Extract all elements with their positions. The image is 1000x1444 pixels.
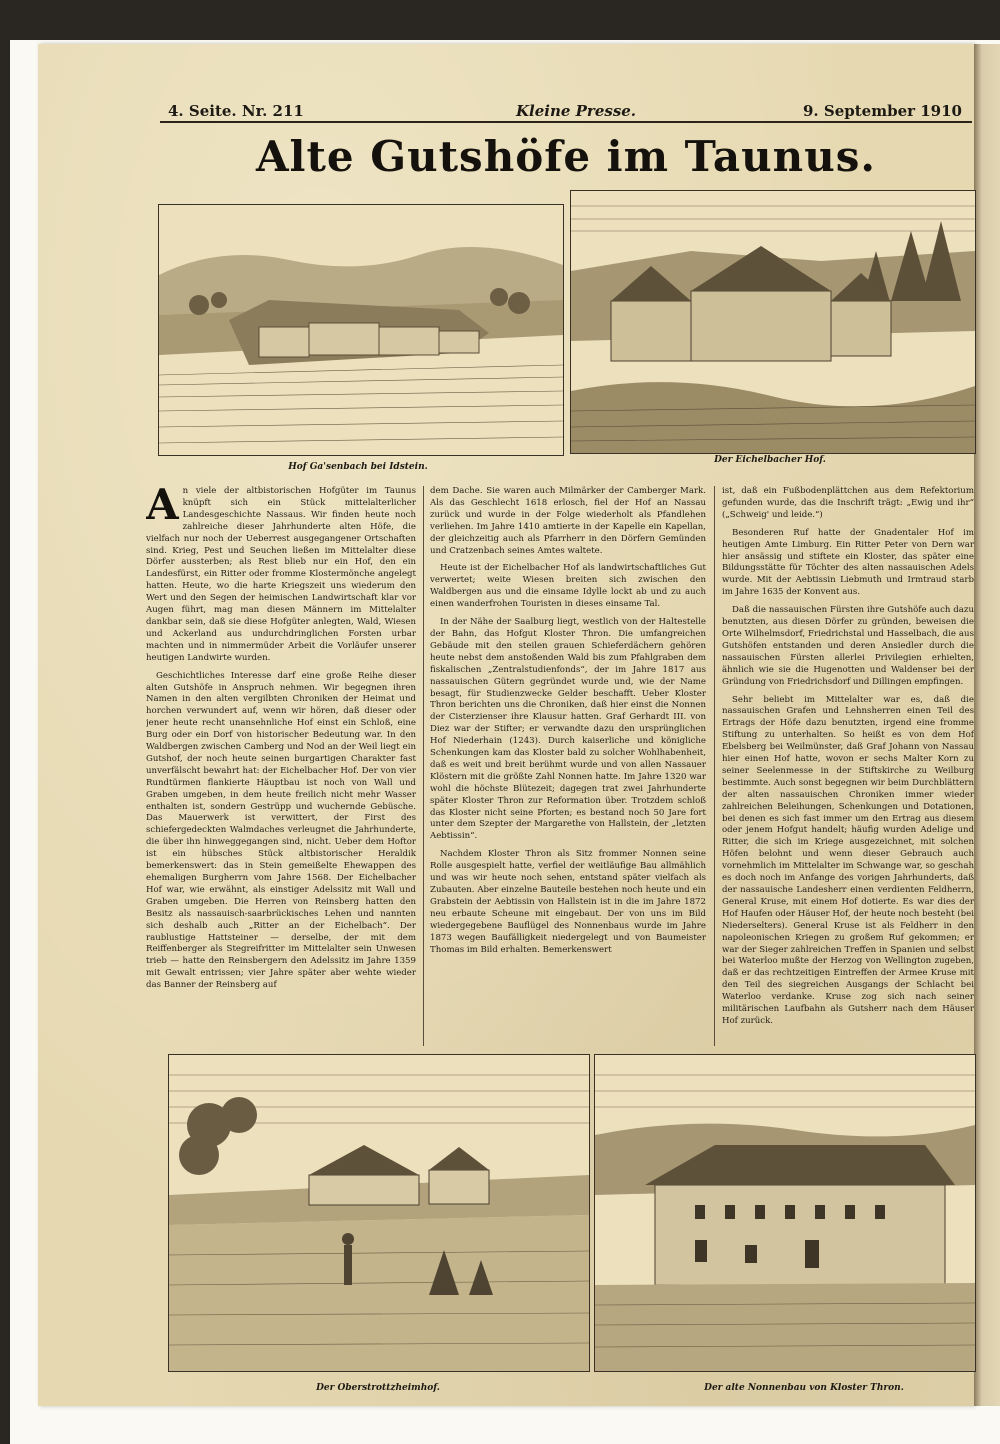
issue-date: 9. September 1910: [803, 102, 962, 120]
caption-top-right: Der Eichelbacher Hof.: [714, 455, 826, 465]
drop-cap: A: [146, 486, 179, 529]
paragraph-text: n viele der altbistorischen Hofgüter im Taunus knüpft sich ein Stück mittelalterlicher Landesgeschichte Nassaus. Wir finden heute noch zahlreiche dieser Jahrhunderte alten Höfe, die vielfach nur noch der Ueberrest ausgegangener Ortschaften sind. Krieg, Pest und Seuchen ließen im Mittelalter diese Dörfer aussterben; als Rest blieb nur ein Hof, den ein Landesfürst, ein Ritter oder fromme Klostermönche angelegt hatten. Heute, wo die harte Kriegszeit uns wiederum den Wert und den Segen der heimischen Landwirtschaft klar vor Augen führt, mag man diesen Männern im Mittelalter dankbar sein, daß sie diese Hofgüter anlegten, Wald, Wiesen und Ackerland aus undurchdringlichen Forsten urbar machten und in nimmermüder Arbeit die Vorläufer unserer heutigen Landwirte wurden.: [146, 486, 416, 663]
paragraph: ist, daß ein Fußbodenplättchen aus dem Refektorium gefunden wurde, das die Inschrift trägt: „Ewig und ihr“ („Schweig' und leide.“): [722, 486, 974, 520]
article-column-1: [146, 486, 416, 1046]
paragraph: dem Dache. Sie waren auch Milmärker der Camberger Mark. Als das Geschlecht 1618 erlosch, fiel der Hof an Nassau zurück und wurde in der Folge wiederholt als Pfandlehen verliehen. Im Jahre 1410 amtierte in der Kapelle ein Kapellan, der gleichzeitig auch als Pfarrherr in den Dörfern Gemünden und Cratzenbach seines Amtes waltete.: [430, 486, 706, 556]
illustration-oberstrottzheimhof: [168, 1054, 590, 1372]
illustration-hof-gassenbach: [158, 204, 564, 456]
column-divider: [714, 486, 715, 1046]
illustration-nonnenbau-kloster-thron: [594, 1054, 976, 1372]
paragraph: Nachdem Kloster Thron als Sitz frommer Nonnen seine Rolle ausgespielt hatte, verfiel der weitläufige Bau allmählich und was wir heute noch sehen, entstand später vielfach als Zubauten. Aber einzelne Bauteile bestehen noch heute und ein Grabstein der Aebtissin von Hallstein ist in die im Jahre 1872 neu erbaute Scheune mit eingebaut. Der von uns im Bild wiedergegebene Bauflügel des Nonnenbaus wurde im Jahre 1873 wegen Baufälligkeit niedergelegt und von Baumeister Thomas im Bild erhalten. Bemerkenswert: [430, 849, 706, 955]
paragraph: Heute ist der Eichelbacher Hof als landwirtschaftliches Gut verwertet; weite Wiesen breiten sich zwischen den Waldbergen aus und die einsame Idylle lockt ab und zu auch einen wanderfrohen Touristen in dieses einsame Tal.: [430, 563, 706, 610]
paragraph: Daß die nassauischen Fürsten ihre Gutshöfe auch dazu benutzten, aus diesen Dörfer zu gründen, beweisen die Orte Wilhelmsdorf, Friedrichstal und Hasselbach, die aus Gutshöfen entstanden und deren Ansiedler durch die nassauischen Fürsten allerlei Privilegien erhielten, ähnlich wie sie die Hugenotten und Waldenser bei der Gründung von Friedrichsdorf und Dillingen empfingen.: [722, 605, 974, 687]
article-column-3: [722, 486, 974, 1046]
page-edge: [974, 44, 1000, 1406]
newspaper-name: Kleine Presse.: [516, 102, 637, 120]
caption-top-left: Hof Ga'senbach bei Idstein.: [288, 462, 428, 472]
paragraph: Besonderen Ruf hatte der Gnadentaler Hof im heutigen Amte Limburg. Ein Ritter Peter von Dern war hier ansässig und stiftete ein Kloster, das später eine Bildungsstätte für Töchter des alten nassauischen Adels wurde. Mit der Aebtissin Liebmuth und Irmtraud starb im Jahre 1635 der Konvent aus.: [722, 527, 974, 598]
paragraph: In der Nähe der Saalburg liegt, westlich von der Haltestelle der Bahn, das Hofgut Kloster Thron. Die umfangreichen Gebäude mit den steilen grauen Schieferdächern gehören heute nebst dem anstoßenden Wald bis zum Pfahlgraben dem fiskalischen „Zentralstudienfonds“, der im Jahre 1817 aus nassauischen Gütern gegründet wurde und, wie der Name besagt, für Studienzwecke Gelder beschafft. Ueber Kloster Thron berichten uns die Chroniken, daß hier einst die Nonnen der Cisterzienser ihre Klausur hatten. Graf Gerhardt III. von Diez war der Stifter; er verwandte dazu den ursprünglichen Hof Niederhain (1243). Durch kaiserliche und königliche Schenkungen kam das Kloster bald zu solcher Wohlhabenheit, daß es weit und breit berühmt wurde und von allen Nassauer Klöstern mit die größte Zahl Nonnen hatte. Im Jahre 1320 war wohl die höchste Blütezeit; dagegen trat zwei Jahrhunderte später Kloster Thron zur Reformation über. Trotzdem schloß das Kloster nicht seine Pforten; es bestand noch 50 Jare fort unter dem Szepter der Margarethe von Hallstein, der „letzten Aebtissin“.: [430, 617, 706, 842]
paragraph: [146, 486, 416, 665]
caption-bottom-right: Der alte Nonnenbau von Kloster Thron.: [704, 1383, 904, 1393]
paragraph: Sehr beliebt im Mittelalter war es, daß die nassauischen Grafen und Lehnsherren einen Teil des Ertrags der Höfe dazu benutzten, irgend eine fromme Stiftung zu unterhalten. So heißt es von dem Hof Ebelsberg bei Weilmünster, daß Graf Johann von Nassau hier einen Hof hatte, wovon er sechs Malter Korn zu seiner Seelenmesse in der Stiftskirche zu Weilburg bestimmte. Auch sonst begegnen wir beim Durchblättern der alten nassauischen Chroniken immer wieder zahlreichen Beleihungen, Schenkungen und Dotationen, bei denen es sich fast immer um den Ertrag aus diesem oder jenem Hofgut handelt; häufig wurden Adelige und Ritter, die sich im Kriege ausgezeichnet, mit solchen Höfen belohnt und wenn dieser Gebrauch auch vornehmlich im Mittelalter im Schwange war, so geschah es doch noch im Anfange des vorigen Jahrhunderts, daß der nassauische Landesherr einen verdienten Feldherrn, General Kruse, mit einem Hof dotierte. Es war dies der Hof Haufen oder Häuser Hof, der heute noch besteht (bei Niederselters). General Kruse ist als Feldherr in den napoleonischen Kriegen zu großem Ruf gekommen; er war der Sieger zahlreichen Treffen in Spanien und selbst bei Waterloo mußte der Herzog von Wellington zugeben, daß er das rechtzeitigen Eintreffen der Armee Kruse mit den Teil des siegreichen Ausgangs der Schlacht bei Waterloo verdanke. Kruse zog sich nach seiner militärischen Laufbahn als Gutsherr nach dem Häuser Hof zurück.: [722, 694, 974, 1026]
paragraph: Geschichtliches Interesse darf eine große Reihe dieser alten Gutshöfe in Anspruch nehmen. Wir begegnen ihren Namen in den alten vergilbten Chroniken der Heimat und horchen verwundert auf, wenn wir hören, daß dieser oder jener heute recht unansehnliche Hof einst ein Schloß, eine Burg oder ein Dorf von historischer Bedeutung war. In den Waldbergen zwischen Camberg und Nod an der Weil liegt ein Gutshof, der noch heute seinen burgartigen Charakter fast unverfälscht bewahrt hat: der Eichelbacher Hof. Der von vier Rundtürmen flankierte Häuptbau ist noch von Wall und Graben umgeben, in dem heute freilich nicht mehr Wasser enthalten ist, sondern Gestrüpp und wuchernde Gebüsche. Das Mauerwerk ist verwittert, der First des schiefergedeckten Walmdaches verleugnet die Jahrhunderte, die über ihn hinweggegangen sind, nicht. Ueber dem Hoftor ist ein hübsches Stück altbistorischer Heraldik bemerkenswert: das in Stein gemeißelte Ehewappen des ehemaligen Burgherrn vom Jahre 1568. Der Eichelbacher Hof war, wie erwähnt, als einstiger Adelssitz mit Wall und Graben umgeben. Die Herren von Reinsberg hatten den Besitz als nassauisch-saarbrückisches Lehen und nannten sich deshalb auch „Ritter an der Eichelbach“. Der raublustige Hattsteiner — derselbe, der mit dem Reiffenberger als Stegreifritter im Mittelalter sein Unwesen trieb — hatte den Reinsbergern den Adelssitz im Jahre 1359 mit Gewalt entrissen; vier Jahre später aber wehte wieder das Banner der Reinsberg auf: [146, 670, 416, 991]
article-headline: Alte Gutshöfe im Taunus.: [255, 132, 877, 181]
article-column-2: [430, 486, 706, 1046]
caption-bottom-left: Der Oberstrottzheimhof.: [316, 1383, 440, 1393]
page-number: 4. Seite. Nr. 211: [168, 102, 304, 120]
masthead-rule: [160, 121, 972, 123]
masthead: [168, 100, 972, 122]
column-divider: [423, 486, 424, 1046]
illustration-eichelbacher-hof: [570, 190, 976, 454]
